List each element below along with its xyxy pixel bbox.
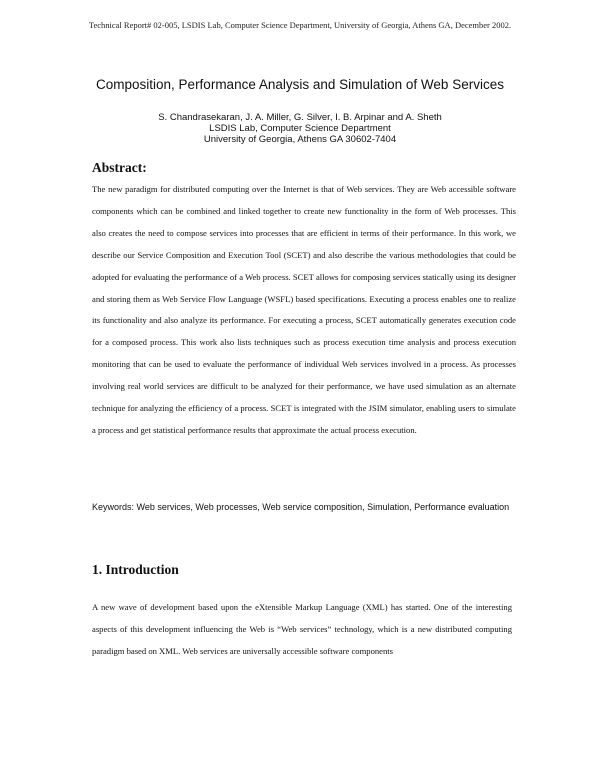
section-heading-introduction: 1. Introduction <box>92 562 179 577</box>
abstract-heading: Abstract: <box>92 160 147 175</box>
abstract-body: The new paradigm for distributed computing over the Internet is that of Web services. They are Web accessible software components which can be combined and linked together to create new functionality in the form of Web processes. This also creates the need to compose services into processes that are efficient in terms of their performance. In this work, we describe our Service Composition and Execution Tool (SCET) and also describe the various methodologies that could be adopted for evaluating the performance of a Web process. SCET allows for composing services statically using its designer and storing them as Web Service Flow Language (WSFL) based specifications. Executing a process enables one to realize its functionality and also analyze its performance. For executing a process, SCET automatically generates execution code for a composed process. This work also lists techniques such as process execution time analysis and process execution monitoring that can be used to evaluate the performance of individual Web services involved in a process. As processes involving real world services are difficult to be analyzed for their performance, we have used simulation as an alternate technique for analyzing the efficiency of a process. SCET is integrated with the JSIM simulator, enabling users to simulate a process and get statistical performance results that approximate the actual process execution. <box>92 184 516 435</box>
paper-title: Composition, Performance Analysis and Simulation of Web Services <box>96 77 504 92</box>
author-block <box>0 112 600 145</box>
keywords: Keywords: Web services, Web processes, Web service composition, Simulation, Performance evaluation <box>92 502 510 512</box>
introduction-body: A new wave of development based upon the eXtensible Markup Language (XML) has started. One of the interesting aspects of this development influencing the Web is “Web services” technology, which is a new distributed computing paradigm based on XML. Web services are universally accessible software components <box>92 602 512 656</box>
report-header: Technical Report# 02-005, LSDIS Lab, Computer Science Department, University of Georgia, Athens GA, December 2002. <box>88 20 512 30</box>
affiliation-university: University of Georgia, Athens GA 30602-7404 <box>203 134 397 145</box>
affiliation-lab: LSDIS Lab, Computer Science Department <box>209 123 391 134</box>
author-list: S. Chandrasekaran, J. A. Miller, G. Silver, I. B. Arpinar and A. Sheth <box>158 112 442 123</box>
